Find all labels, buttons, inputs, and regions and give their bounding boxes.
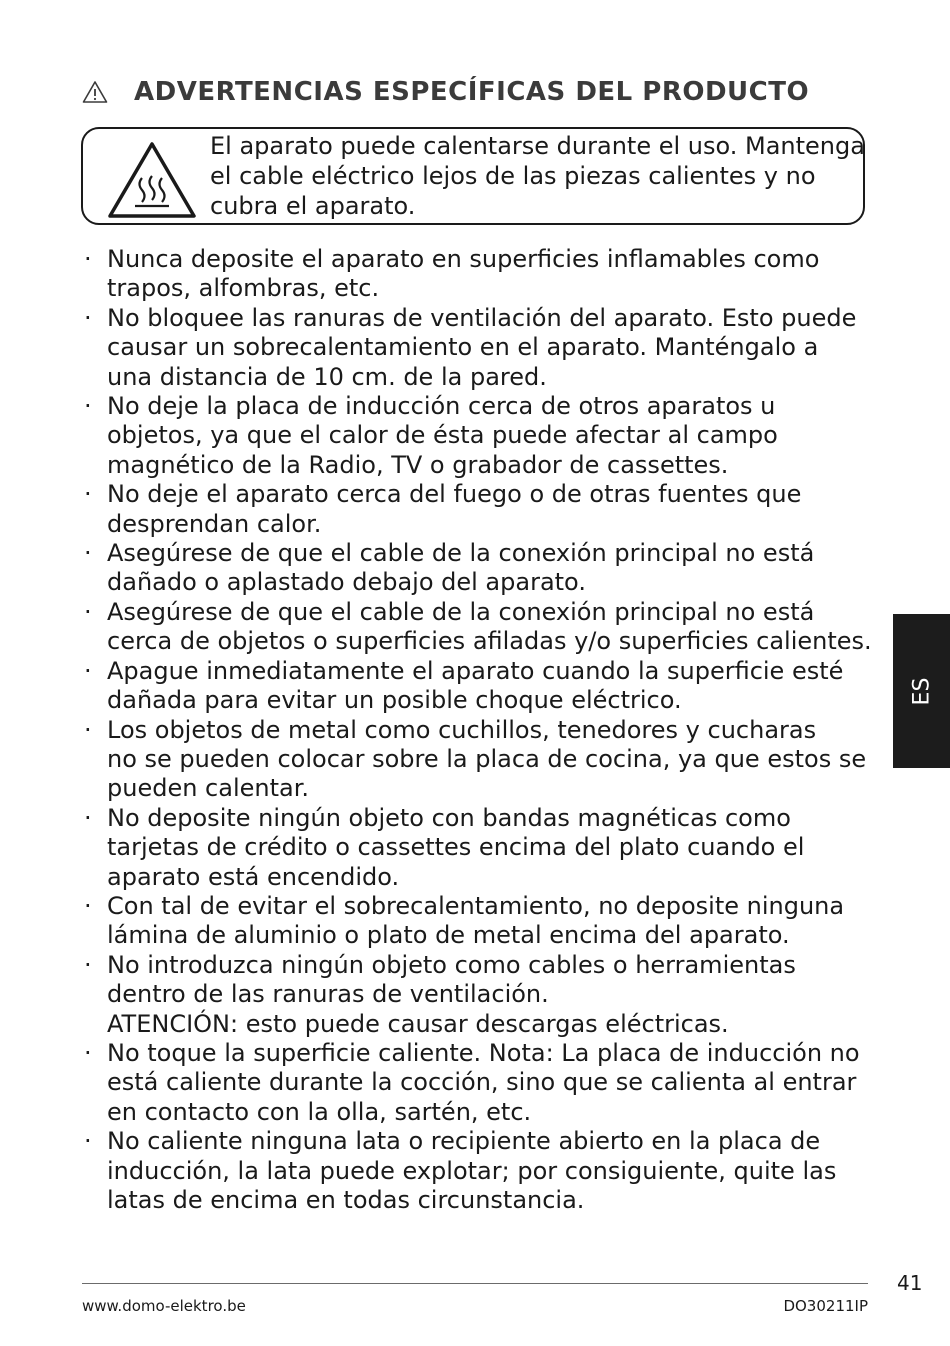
- list-item-line: pueden calentar.: [107, 774, 310, 803]
- list-item-line: Los objetos de metal como cuchillos, tenedores y cucharas: [107, 715, 817, 744]
- list-item-line: está caliente durante la cocción, sino que se calienta al entrar: [107, 1068, 857, 1097]
- warning-triangle-icon: [82, 80, 108, 104]
- list-item-line: dentro de las ranuras de ventilación.: [107, 980, 549, 1009]
- list-item-line: No caliente ninguna lata o recipiente abierto en la placa de: [107, 1127, 821, 1156]
- notice-line: el cable eléctrico lejos de las piezas calientes y no: [210, 162, 816, 190]
- list-item-line: lámina de aluminio o plato de metal encima del aparato.: [107, 921, 790, 950]
- list-item-line: Con tal de evitar el sobrecalentamiento, no deposite ninguna: [107, 891, 845, 920]
- list-item: [82, 539, 872, 598]
- language-tab-label: ES: [909, 677, 934, 705]
- page-title: ADVERTENCIAS ESPECÍFICAS DEL PRODUCTO: [134, 77, 810, 107]
- list-item-line: No bloquee las ranuras de ventilación del aparato. Esto puede: [107, 303, 857, 332]
- list-item-line: dañado o aplastado debajo del aparato.: [107, 568, 586, 597]
- list-item-line: objetos, ya que el calor de ésta puede afectar al campo: [107, 421, 778, 450]
- page-number: 41: [897, 1271, 923, 1295]
- list-item-line: una distancia de 10 cm. de la pared.: [107, 362, 547, 391]
- hot-surface-icon: [105, 140, 199, 220]
- list-item-line: Nunca deposite el aparato en superficies inflamables como: [107, 245, 820, 273]
- bullet-marker: ·: [84, 715, 92, 744]
- notice-text: [210, 131, 865, 221]
- footer-website: www.domo-elektro.be: [82, 1297, 246, 1315]
- list-item-line: latas de encima en todas circunstancia.: [107, 1186, 585, 1214]
- list-item: [82, 304, 872, 392]
- list-item-line: Asegúrese de que el cable de la conexión principal no está: [107, 539, 815, 568]
- list-item-line: No deje la placa de inducción cerca de otros aparatos u: [107, 392, 776, 421]
- list-item-line: en contacto con la olla, sartén, etc.: [107, 1097, 532, 1126]
- bullet-marker: ·: [84, 1038, 92, 1067]
- list-item: [82, 1039, 872, 1127]
- bullet-marker: ·: [84, 656, 92, 685]
- list-item-line: cerca de objetos o superficies afiladas y/o superficies calientes.: [107, 627, 872, 656]
- list-item: [82, 1127, 872, 1215]
- list-item-line: no se pueden colocar sobre la placa de cocina, ya que estos se: [107, 744, 867, 773]
- list-item-line: causar un sobrecalentamiento en el aparato. Manténgalo a: [107, 333, 819, 362]
- notice-line: cubra el aparato.: [210, 192, 416, 220]
- list-item-line: No deposite ningún objeto con bandas magnéticas como: [107, 803, 791, 832]
- list-item: [82, 392, 872, 480]
- bullet-marker: ·: [84, 891, 92, 920]
- bullet-marker: ·: [84, 539, 92, 568]
- language-tab: [893, 614, 950, 768]
- list-item-line: trapos, alfombras, etc.: [107, 274, 380, 303]
- list-item-line: Asegúrese de que el cable de la conexión principal no está: [107, 597, 815, 626]
- notice-line: El aparato puede calentarse durante el uso. Mantenga: [210, 132, 865, 160]
- bullet-marker: ·: [84, 597, 92, 626]
- list-item: [82, 480, 872, 539]
- warning-list: [82, 245, 872, 1215]
- bullet-marker: ·: [84, 480, 92, 509]
- list-item: [82, 245, 872, 304]
- list-item: [82, 892, 872, 951]
- list-item-line: inducción, la lata puede explotar; por consiguiente, quite las: [107, 1156, 837, 1185]
- list-item: [82, 804, 872, 892]
- list-item-line: No toque la superficie caliente. Nota: La placa de inducción no: [107, 1038, 860, 1067]
- bullet-marker: ·: [84, 950, 92, 979]
- list-item-line: No introduzca ningún objeto como cables o herramientas: [107, 950, 796, 979]
- list-item: [82, 657, 872, 716]
- list-item: [82, 951, 872, 1039]
- bullet-marker: ·: [84, 303, 92, 332]
- list-item-line: tarjetas de crédito o cassettes encima del plato cuando el: [107, 833, 805, 862]
- list-item-line: aparato está encendido.: [107, 862, 400, 891]
- list-item-line: Apague inmediatamente el aparato cuando la superficie esté: [107, 656, 844, 685]
- footer-divider: [82, 1283, 868, 1284]
- list-item-line: magnético de la Radio, TV o grabador de cassettes.: [107, 450, 729, 479]
- hot-surface-notice: [81, 127, 865, 225]
- list-item-line: ATENCIÓN: esto puede causar descargas eléctricas.: [107, 1009, 729, 1038]
- bullet-marker: ·: [84, 392, 92, 421]
- bullet-marker: ·: [84, 245, 92, 273]
- bullet-marker: ·: [84, 803, 92, 832]
- list-item-line: No deje el aparato cerca del fuego o de otras fuentes que: [107, 480, 802, 509]
- footer-model-number: DO30211IP: [783, 1297, 868, 1315]
- section-heading: [82, 74, 809, 110]
- list-item-line: desprendan calor.: [107, 509, 322, 538]
- list-item: [82, 716, 872, 804]
- list-item-line: dañada para evitar un posible choque eléctrico.: [107, 686, 682, 715]
- bullet-marker: ·: [84, 1127, 92, 1156]
- list-item: [82, 598, 872, 657]
